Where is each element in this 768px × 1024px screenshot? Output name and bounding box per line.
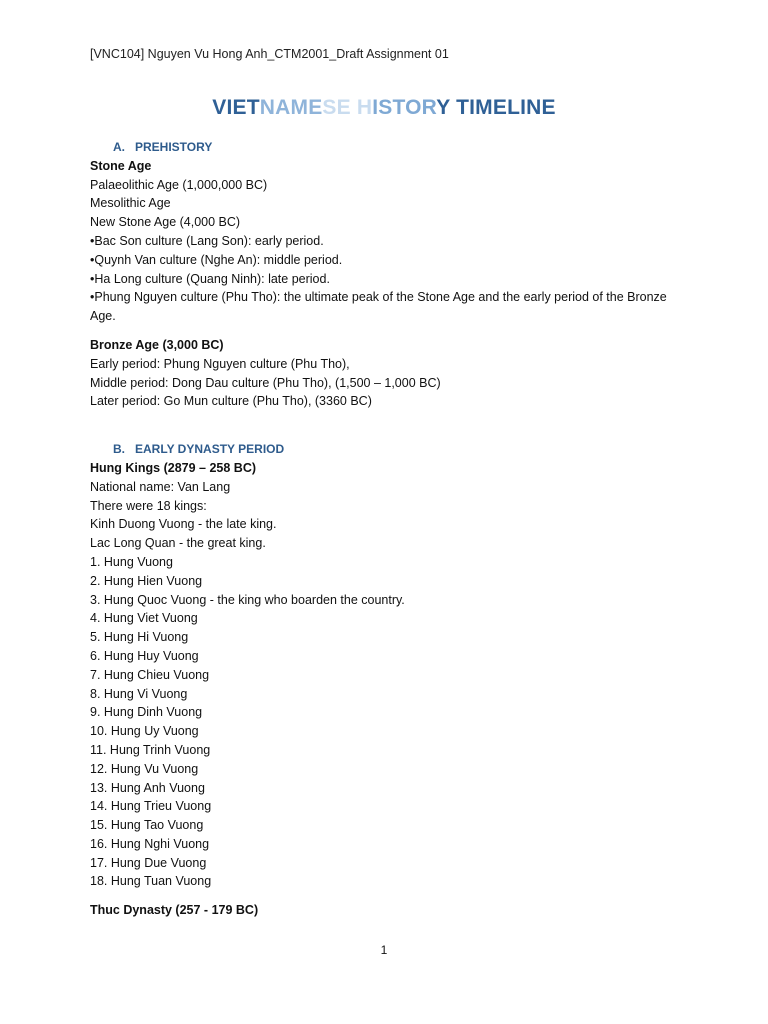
paragraph-line: •Quynh Van culture (Nghe An): middle period. (90, 252, 343, 267)
title-part: SE H (322, 96, 373, 119)
paragraph-line: 15. Hung Tao Vuong (90, 818, 204, 833)
paragraph-line: National name: Van Lang (90, 479, 231, 494)
paragraph-line: 11. Hung Trinh Vuong (90, 742, 211, 757)
paragraph-line: 17. Hung Due Vuong (90, 855, 207, 870)
stone-age-list (90, 176, 690, 289)
section-letter: B. (113, 442, 125, 457)
paragraph-line: 6. Hung Huy Vuong (90, 648, 199, 663)
paragraph-line: Mesolithic Age (90, 196, 171, 211)
paragraph-line: 7. Hung Chieu Vuong (90, 667, 210, 682)
section-label: PREHISTORY (135, 140, 213, 154)
paragraph-line: Kinh Duong Vuong - the late king. (90, 517, 277, 532)
paragraph-line: There were 18 kings: (90, 498, 207, 513)
title-part: NAME (259, 96, 323, 119)
bronze-age-list (90, 355, 690, 411)
paragraph-line: 8. Hung Vi Vuong (90, 686, 188, 701)
paragraph-line: 9. Hung Dinh Vuong (90, 705, 203, 720)
paragraph-line: Lac Long Quan - the great king. (90, 536, 266, 551)
paragraph-line: 12. Hung Vu Vuong (90, 761, 199, 776)
paragraph-line: Middle period: Dong Dau culture (Phu Tho), (1,500 – 1,000 BC) (90, 375, 441, 390)
section-heading-prehistory (113, 138, 690, 157)
document-title (0, 96, 768, 120)
paragraph-line: 18. Hung Tuan Vuong (90, 874, 212, 889)
paragraph-line: Early period: Phung Nguyen culture (Phu Tho), (90, 356, 350, 371)
paragraph-line: 4. Hung Viet Vuong (90, 611, 198, 626)
paragraph-line: •Ha Long culture (Quang Ninh): late period. (90, 271, 330, 286)
paragraph-line: 13. Hung Anh Vuong (90, 780, 205, 795)
paragraph-line: Palaeolithic Age (1,000,000 BC) (90, 177, 268, 192)
section-heading-early-dynasty (113, 440, 690, 459)
paragraph-line: 14. Hung Trieu Vuong (90, 799, 212, 814)
paragraph-line: 16. Hung Nghi Vuong (90, 836, 210, 851)
page-number: 1 (380, 943, 388, 957)
paragraph-line: Later period: Go Mun culture (Phu Tho), (3360 BC) (90, 394, 372, 409)
subheading-thuc-dynasty: Thuc Dynasty (257 - 179 BC) (90, 903, 259, 918)
paragraph-line: 3. Hung Quoc Vuong - the king who boarden the country. (90, 592, 405, 607)
paragraph-line: 5. Hung Hi Vuong (90, 630, 189, 645)
paragraph-line: 2. Hung Hien Vuong (90, 573, 203, 588)
paragraph-line: 10. Hung Uy Vuong (90, 724, 199, 739)
paragraph-line: •Bac Son culture (Lang Son): early period. (90, 233, 324, 248)
hung-kings-list (90, 478, 690, 892)
title-part: ISTOR (372, 96, 437, 119)
paragraph-line: 1. Hung Vuong (90, 554, 173, 569)
subheading-stone-age: Stone Age (90, 158, 152, 173)
subheading-hung-kings: Hung Kings (2879 – 258 BC) (90, 460, 257, 475)
paragraph-line: New Stone Age (4,000 BC) (90, 215, 241, 230)
subheading-bronze-age: Bronze Age (3,000 BC) (90, 337, 224, 352)
title-part: VIET (212, 96, 260, 119)
title-part: Y TIMELINE (436, 96, 556, 119)
paragraph-line: •Phung Nguyen culture (Phu Tho): the ultimate peak of the Stone Age and the early period of the Bronze Age. (90, 290, 667, 324)
section-label: EARLY DYNASTY PERIOD (135, 442, 285, 457)
section-letter: A. (113, 140, 125, 154)
page-header: [VNC104] Nguyen Vu Hong Anh_CTM2001_Draft Assignment 01 (90, 47, 449, 61)
document-body (90, 138, 690, 920)
